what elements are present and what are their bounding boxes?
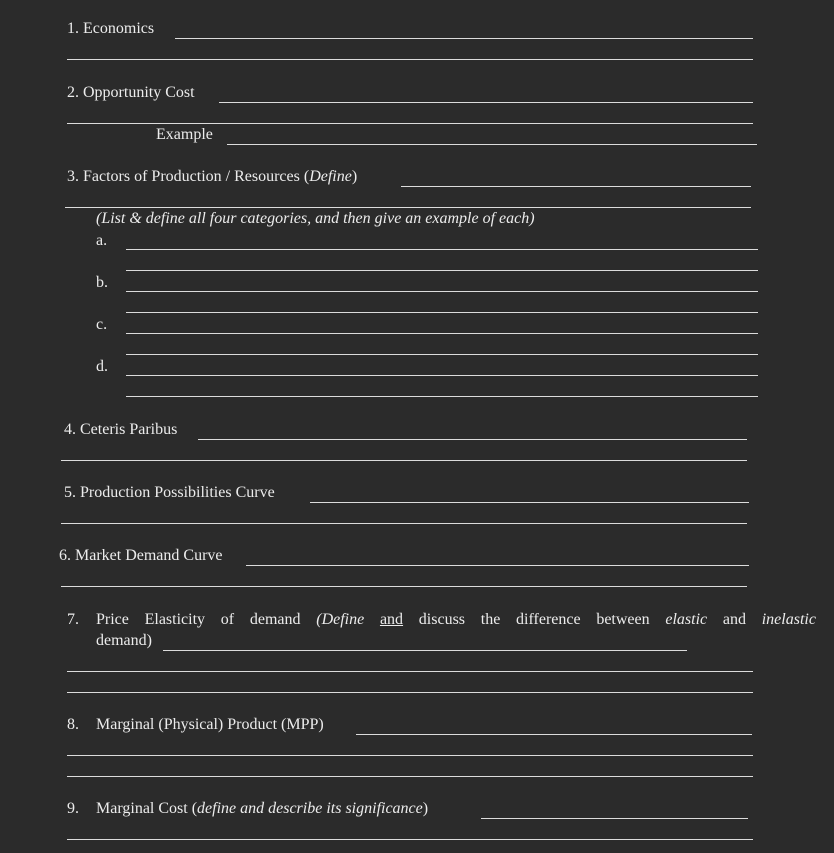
q7-line-2: demand) (96, 632, 152, 649)
q7-answer-line-1[interactable] (163, 650, 687, 651)
q7-word: Price (96, 611, 129, 628)
q7-answer-line-3[interactable] (67, 692, 753, 693)
q2-example-line[interactable] (227, 144, 757, 145)
q3-item-b-line-1[interactable] (126, 291, 758, 292)
q8-number: 8. (67, 716, 79, 733)
q1-label: 1. Economics (67, 20, 155, 37)
q3-item-a: a. (96, 232, 108, 249)
q9-answer-line-2[interactable] (67, 839, 753, 840)
q3-item-d-line-2[interactable] (126, 396, 758, 397)
q7-word: demand (249, 611, 301, 628)
q9-label-prefix: Marginal Cost ( (96, 800, 198, 817)
q9-answer-line-1[interactable] (481, 818, 748, 819)
q3-label-prefix: 3. Factors of Production / Resources ( (67, 168, 310, 185)
q9-number: 9. (67, 800, 79, 817)
q2-example-label: Example (156, 126, 213, 143)
q3-item-d-line-1[interactable] (126, 375, 758, 376)
q7-word: the (480, 611, 501, 628)
q3-item-b-line-2[interactable] (126, 312, 758, 313)
q7-word: and (722, 611, 746, 628)
q3-item-c-line-1[interactable] (126, 333, 758, 334)
q7-word-and-underlined: and (379, 611, 404, 628)
q5-label: 5. Production Possibilities Curve (64, 484, 275, 501)
q1-answer-line-1[interactable] (175, 38, 753, 39)
q7-word: discuss (418, 611, 466, 628)
q3-label-suffix: ) (351, 168, 358, 185)
q3-answer-line-2[interactable] (65, 207, 751, 208)
q2-label: 2. Opportunity Cost (67, 84, 195, 101)
q3-item-a-line-1[interactable] (126, 249, 758, 250)
q3-item-b: b. (96, 274, 108, 291)
q3-item-d: d. (96, 358, 108, 375)
q8-answer-line-1[interactable] (356, 734, 752, 735)
q3-item-c: c. (96, 316, 108, 333)
q3-label (67, 168, 357, 186)
q7-word: difference (516, 611, 581, 628)
q6-answer-line-1[interactable] (246, 565, 749, 566)
q7-word-inelastic: inelastic (761, 611, 816, 628)
q7-line-1 (96, 611, 816, 629)
q3-item-a-line-2[interactable] (126, 270, 758, 271)
q4-answer-line-2[interactable] (61, 460, 747, 461)
q8-label: Marginal (Physical) Product (MPP) (96, 716, 324, 733)
q2-answer-line-2[interactable] (67, 123, 753, 124)
q9-label (96, 800, 428, 818)
q3-item-c-line-2[interactable] (126, 354, 758, 355)
q3-label-define: Define (309, 168, 352, 185)
q6-label: 6. Market Demand Curve (59, 547, 223, 564)
q3-answer-line-1[interactable] (401, 186, 751, 187)
q8-answer-line-3[interactable] (67, 776, 753, 777)
q4-label: 4. Ceteris Paribus (64, 421, 178, 438)
q7-word-define: (Define (316, 611, 365, 628)
q7-answer-line-2[interactable] (67, 671, 753, 672)
q1-answer-line-2[interactable] (67, 59, 753, 60)
q6-answer-line-2[interactable] (61, 586, 747, 587)
q9-label-suffix: ) (422, 800, 429, 817)
q8-answer-line-2[interactable] (67, 755, 753, 756)
q7-number: 7. (67, 611, 79, 628)
q7-word: between (596, 611, 650, 628)
q5-answer-line-2[interactable] (61, 523, 747, 524)
q5-answer-line-1[interactable] (310, 502, 749, 503)
q3-instruction: (List & define all four categories, and then give an example of each) (96, 210, 535, 227)
q2-answer-line-1[interactable] (219, 102, 753, 103)
q9-label-italic: define and describe its significance (197, 800, 423, 817)
q7-word-elastic: elastic (665, 611, 708, 628)
q7-word: of (220, 611, 235, 628)
q7-word: Elasticity (144, 611, 206, 628)
q4-answer-line-1[interactable] (198, 439, 747, 440)
